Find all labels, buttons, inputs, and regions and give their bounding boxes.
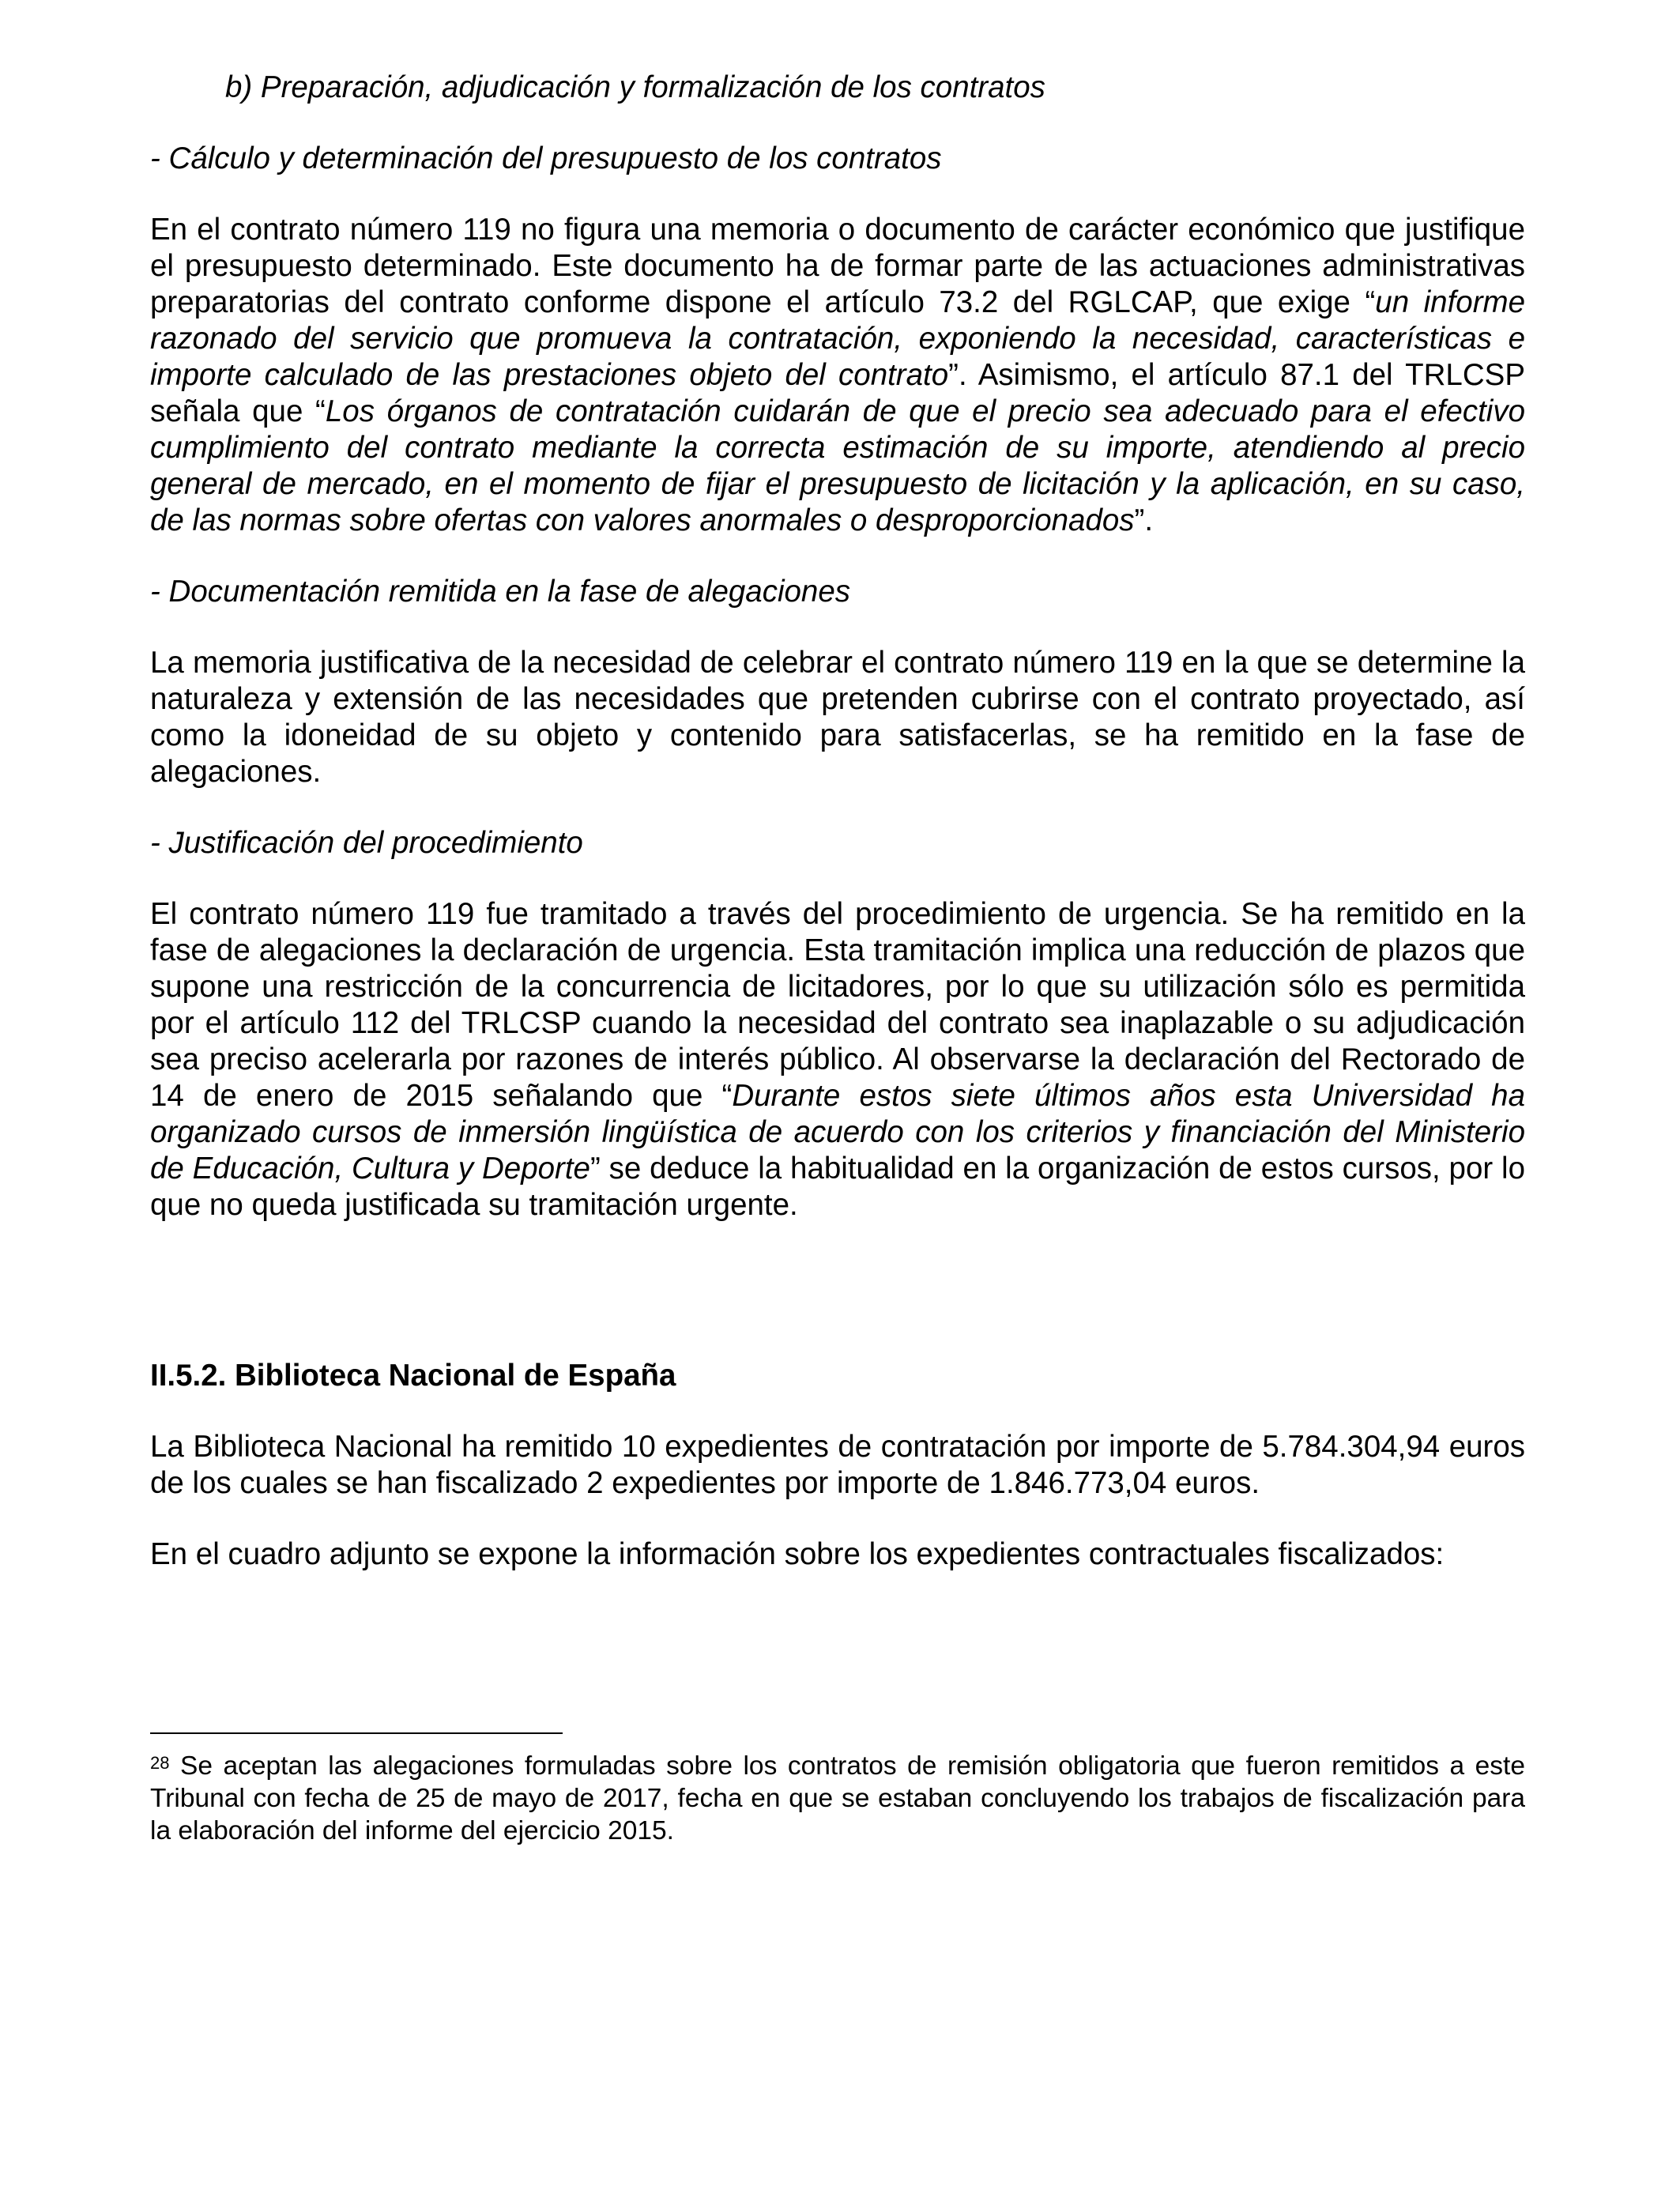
subsection-title-presupuesto: - Cálculo y determinación del presupuesto de los contratos	[150, 141, 942, 175]
text-run: ”. Asimismo, el artículo 87.1 del TRLCSP señala que “	[150, 358, 1525, 428]
paragraph-documentacion: La memoria justificativa de la necesidad de celebrar el contrato número 119 en la que se determine la naturaleza y extensión de las necesidades que pretenden cubrirse con el contrato proyectado, así como la idoneidad de su objeto y contenido para satisfacerlas, se ha remitido en la fase de alegaciones.	[150, 646, 1525, 789]
paragraph-cuadro-intro: En el cuadro adjunto se expone la información sobre los expedientes contractuales fiscalizados:	[150, 1537, 1445, 1571]
footnote-divider	[150, 1732, 563, 1734]
footnote-text: Se aceptan las alegaciones formuladas sobre los contratos de remisión obligatoria que fueron remitidos a este Tribunal con fecha de 25 de mayo de 2017, fecha en que se estaban concluyendo los trabajos de fiscalización para la elaboración del informe del ejercicio 2015.	[150, 1751, 1525, 1845]
text-run: El contrato número 119 fue tramitado a través del procedimiento de urgencia. Se ha remitido en la fase de alegaciones la declaración de urgencia. Esta tramitación implica una reducción de plazos que supone una restricción de la concurrencia de licitadores, por lo que su utilización sólo es permitida por el artículo 112 del TRLCSP cuando la necesidad del contrato sea inaplazable o su adjudicación sea preciso acelerarla por razones de interés público. Al observarse la declaración del Rectorado de 14 de enero de 2015 señalando que “	[150, 897, 1525, 1113]
section-b-title: b) Preparación, adjudicación y formalización de los contratos	[225, 70, 1045, 104]
text-run: ”.	[1134, 503, 1154, 537]
quote-rectorado: Durante estos siete últimos años esta Universidad ha organizado cursos de inmersión lingüística de acuerdo con los criterios y financiación del Ministerio de Educación, Cultura y Deporte	[150, 1079, 1525, 1186]
text-run: En el contrato número 119 no figura una memoria o documento de carácter económico que justifique el presupuesto determinado. Este documento ha de formar parte de las actuaciones administrativas preparatorias del contrato conforme dispone el artículo 73.2 del RGLCAP, que exige “	[150, 213, 1525, 319]
document-page	[150, 70, 1525, 1573]
paragraph-justificacion	[150, 896, 1525, 1223]
footnote-28	[150, 1750, 1525, 1847]
footnote-area	[150, 1732, 1525, 1847]
text-run: ” se deduce la habitualidad en la organización de estos cursos, por lo que no queda justificada su tramitación urgente.	[150, 1152, 1525, 1222]
subsection-title-documentacion: - Documentación remitida en la fase de alegaciones	[150, 575, 851, 609]
footnote-number: 28	[150, 1753, 170, 1773]
paragraph-presupuesto	[150, 212, 1525, 539]
quote-rglcap: un informe razonado del servicio que promueva la contratación, exponiendo la necesidad, características e importe calculado de las prestaciones objeto del contrato	[150, 285, 1525, 392]
subsection-title-justificacion: - Justificación del procedimiento	[150, 826, 583, 860]
paragraph-biblioteca-expedientes: La Biblioteca Nacional ha remitido 10 expedientes de contratación por importe de 5.784.304,94 euros de los cuales se han fiscalizado 2 expedientes por importe de 1.846.773,04 euros.	[150, 1430, 1525, 1500]
section-heading-biblioteca: II.5.2. Biblioteca Nacional de España	[150, 1359, 676, 1393]
quote-trlcsp: Los órganos de contratación cuidarán de que el precio sea adecuado para el efectivo cumplimiento del contrato mediante la correcta estimación de su importe, atendiendo al precio general de mercado, en el momento de fijar el presupuesto de licitación y la aplicación, en su caso, de las normas sobre ofertas con valores anormales o desproporcionados	[150, 394, 1525, 537]
